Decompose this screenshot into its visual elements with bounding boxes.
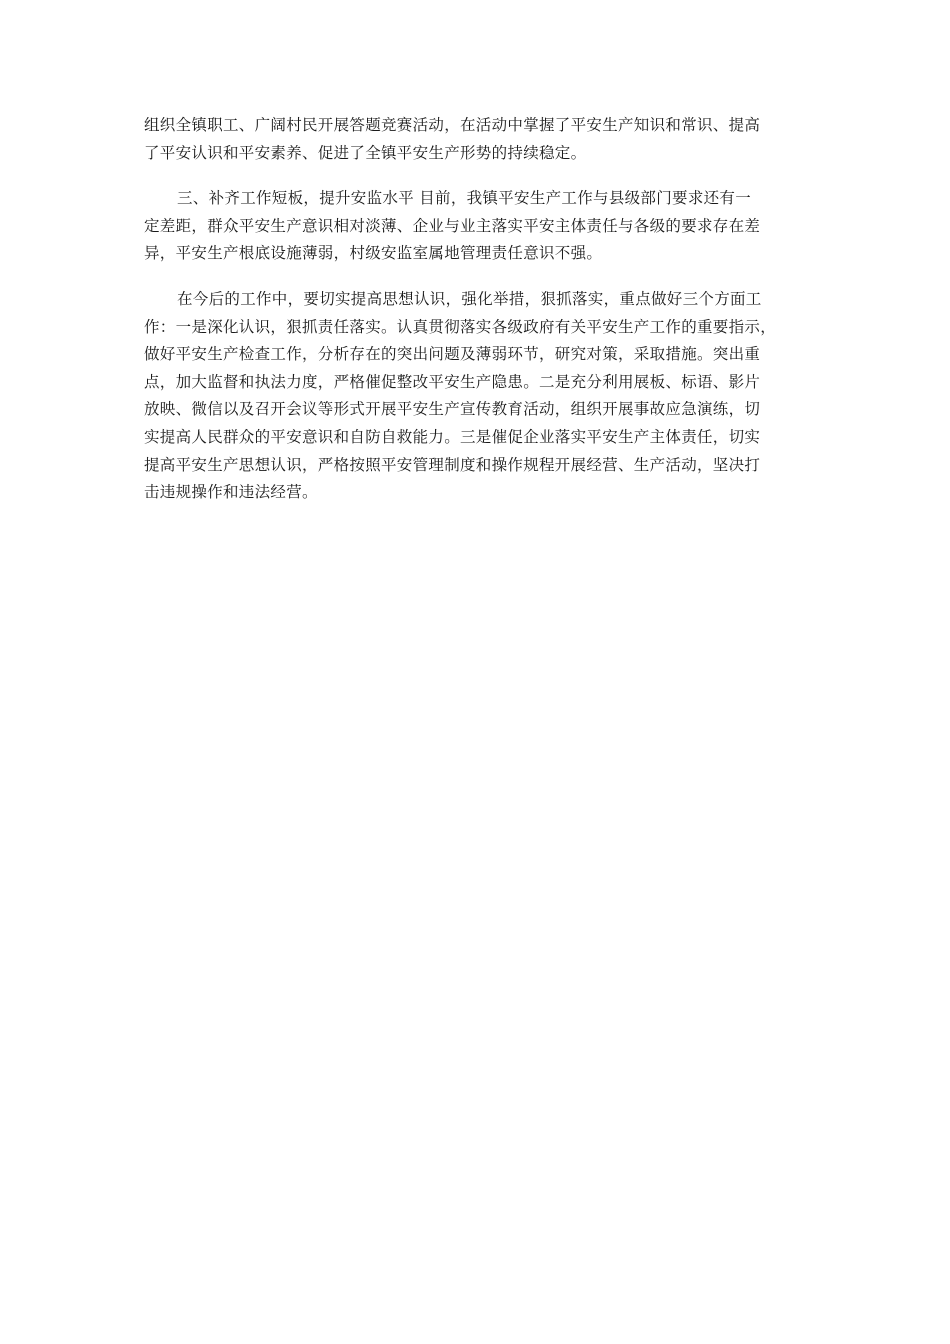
paragraph-line: 三、补齐工作短板，提升安监水平 目前，我镇平安生产工作与县级部门要求还有一 [177, 189, 752, 208]
paragraph-3 [144, 286, 806, 507]
paragraph-line: 点，加大监督和执法力度，严格催促整改平安生产隐患。二是充分利用展板、标语、影片 [144, 372, 761, 391]
paragraph-line: 定差距，群众平安生产意识相对淡薄、企业与业主落实平安主体责任与各级的要求存在差 [144, 216, 761, 235]
paragraph-line: 异，平安生产根底设施薄弱，村级安监室属地管理责任意识不强。 [144, 244, 603, 263]
paragraph-1 [144, 112, 806, 167]
document-body [144, 112, 806, 525]
paragraph-line: 提高平安生产思想认识，严格按照平安管理制度和操作规程开展经营、生产活动，坚决打 [144, 455, 761, 474]
paragraph-line: 了平安认识和平安素养、促进了全镇平安生产形势的持续稳定。 [144, 143, 587, 162]
paragraph-line: 做好平安生产检查工作，分析存在的突出问题及薄弱环节，研究对策，采取措施。突出重 [144, 345, 761, 364]
paragraph-line: 实提高人民群众的平安意识和自防自救能力。三是催促企业落实平安生产主体责任，切实 [144, 427, 761, 446]
paragraph-line: 在今后的工作中，要切实提高思想认识，强化举措，狠抓落实，重点做好三个方面工 [177, 289, 762, 308]
paragraph-line: 放映、微信以及召开会议等形式开展平安生产宣传教育活动，组织开展事故应急演练，切 [144, 400, 761, 419]
paragraph-line: 作：一是深化认识，狠抓责任落实。认真贯彻落实各级政府有关平安生产工作的重要指示， [144, 317, 777, 336]
paragraph-2 [144, 185, 806, 268]
paragraph-line: 组织全镇职工、广阔村民开展答题竞赛活动，在活动中掌握了平安生产知识和常识、提高 [144, 116, 761, 134]
paragraph-line: 击违规操作和违法经营。 [144, 483, 318, 502]
